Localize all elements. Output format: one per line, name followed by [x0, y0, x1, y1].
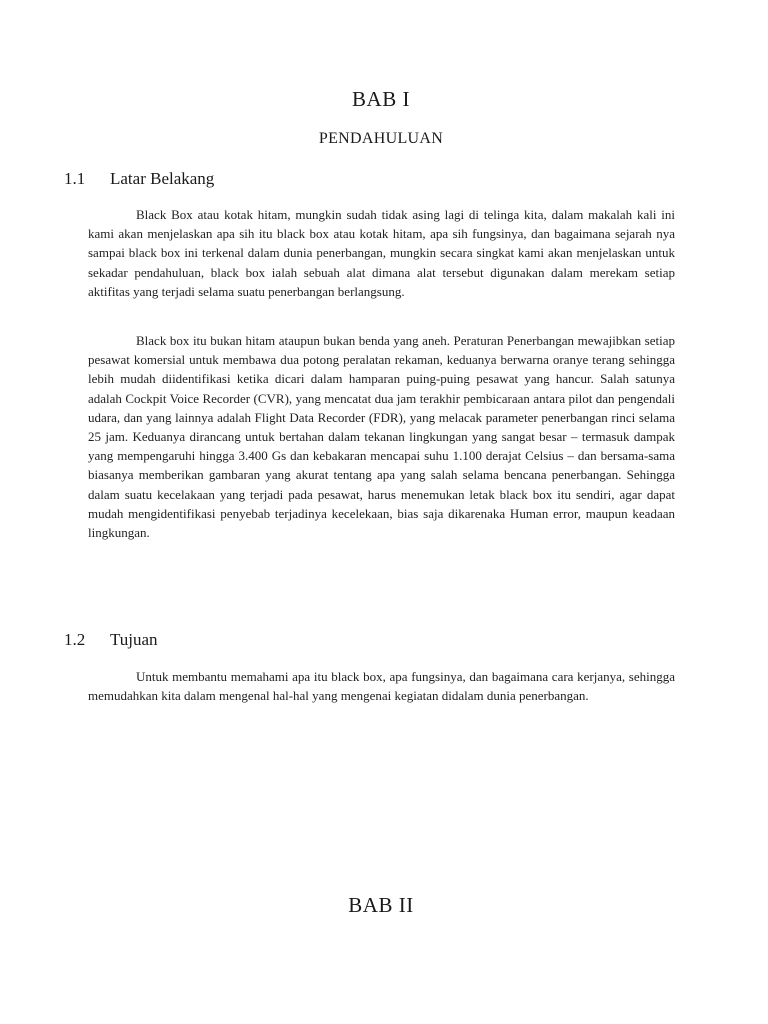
section-title: Tujuan [110, 630, 158, 649]
section-heading-tujuan [64, 630, 158, 650]
chapter-subtitle: PENDAHULUAN [318, 130, 444, 147]
paragraph: Untuk membantu memahami apa itu black box, apa fungsinya, dan bagaimana cara kerjanya, sehingga memudahkan kita dalam mengenal hal-hal yang mengenai kegiatan didalam dunia penerbangan. [88, 669, 675, 704]
chapter-title: BAB I [352, 87, 410, 111]
paragraph: Black box itu bukan hitam ataupun bukan benda yang aneh. Peraturan Penerbangan mewajibkan setiap pesawat komersial untuk membawa dua potong peralatan rekaman, keduanya berwarna oranye terang sehingga lebih mudah diidentifikasi ketika dicari dalam hamparan puing-puing pesawat yang hancur. Salah satunya adalah Cockpit Voice Recorder (CVR), yang mencatat dua jam terakhir pembicaraan antara pilot dan pengendali udara, dan yang lainnya adalah Flight Data Recorder (FDR), yang melacak parameter penerbangan rinci selama 25 jam. Keduanya dirancang untuk bertahan dalam tekanan lingkungan yang sangat besar – termasuk dampak yang mempengaruhi hingga 3.400 Gs dan kebakaran mencapai suhu 1.100 derajat Celsius – dan bersama-sama biasanya memberikan gambaran yang akurat tentang apa yang salah selama bencana penerbangan. Sehingga dalam suatu kecelakaan yang terjadi pada pesawat, harus menemukan letak black box itu sendiri, agar dapat mudah mengidentifikasi penyebab terjadinya kecelekaan, bias saja dikarenaka Human error, maupun keadaan lingkungan. [88, 333, 675, 541]
section-number: 1.1 [64, 169, 86, 188]
chapter-title: BAB II [348, 893, 414, 917]
section-title: Latar Belakang [110, 169, 215, 188]
section-number: 1.2 [64, 630, 86, 649]
paragraph: Black Box atau kotak hitam, mungkin sudah tidak asing lagi di telinga kita, dalam makalah kali ini kami akan menjelaskan apa sih itu black box atau kotak hitam, apa sih fungsinya, dan bagaimana sejarah nya sampai black box ini terkenal dalam dunia penerbangan, mungkin secara singkat kami akan menjelaskan untuk sekadar pendahuluan, black box ialah sebuah alat dimana alat tersebut digunakan dalam merekam setiap aktifitas yang terjadi selama suatu penerbangan berlangsung. [88, 207, 675, 299]
section-heading-latar-belakang [64, 169, 214, 189]
